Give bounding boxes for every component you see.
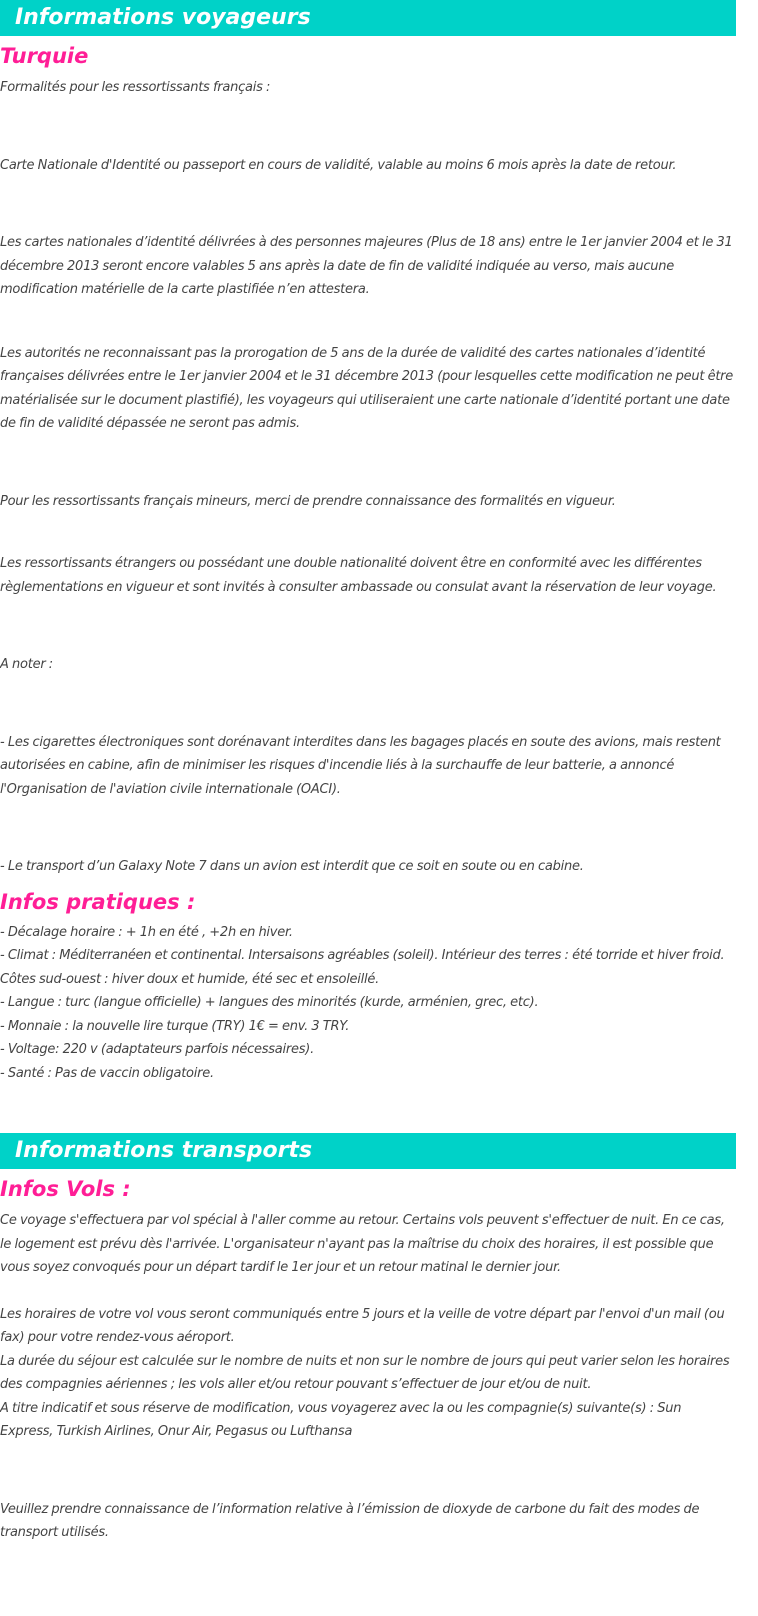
paragraph-co2: Veuillez prendre connaissance de l’information relative à l’émission de dioxyde de carbone du fait des modes de transport utilisés. <box>0 1501 700 1540</box>
paragraph-ecigarettes: - Les cigarettes électroniques sont dorénavant interdites dans les bagages placés en soute des avions, mais restent autorisées en cabine, afin de minimiser les risques d'incendie liés à la surchauffe de leur batterie, a annoncé l'Organisation de l'aviation civile internationale (OACI). <box>0 734 721 797</box>
practical-info-list <box>0 921 736 1086</box>
paragraph-minors: Pour les ressortissants français mineurs, merci de prendre connaissance des formalités en vigueur. <box>0 493 616 509</box>
paragraph-id-card: Carte Nationale d'Identité ou passeport en cours de validité, valable au moins 6 mois après la date de retour. <box>0 157 677 173</box>
paragraph-airlines: A titre indicatif et sous réserve de modification, vous voyagerez avec la ou les compagnie(s) suivante(s) : Sun Express, Turkish Airlines, Onur Air, Pegasus ou Lufthansa <box>0 1400 682 1439</box>
paragraph-authorities: Les autorités ne reconnaissant pas la prorogation de 5 ans de la durée de validité des cartes nationales d’identité françaises délivrées entre le 1er janvier 2004 et le 31 décembre 2013 (pour lesquelles cette modification ne peut être matérialisée sur le document plastifié), les voyageurs qui utiliseraient une carte nationale d’identité portant une date de fin de validité dépassée ne seront pas admis. <box>0 345 734 431</box>
practical-line: - Climat : Méditerranéen et continental. Intersaisons agréables (soleil). Intérieur des terres : été torride et hiver froid. <box>0 948 725 963</box>
paragraph-foreigners: Les ressortissants étrangers ou possédant une double nationalité doivent être en conformité avec les différentes règlementations en vigueur et sont invités à consulter ambassade ou consulat avant la réservation de leur voyage. <box>0 556 717 595</box>
paragraph-flight-schedule: Les horaires de votre vol vous seront communiqués entre 5 jours et la veille de votre départ par l'envoi d'un mail (ou fax) pour votre rendez-vous aéroport. <box>0 1306 725 1345</box>
section-band-transport: Informations transports <box>0 1133 736 1169</box>
paragraph-stay-duration: La durée du séjour est calculée sur le nombre de nuits et non sur le nombre de jours qui peut varier selon les horaires des compagnies aériennes ; les vols aller et/ou retour pouvant s’effectuer de jour et/ou de nuit. <box>0 1353 730 1392</box>
section-band-travelers: Informations voyageurs <box>0 0 736 36</box>
practical-line: - Voltage: 220 v (adaptateurs parfois nécessaires). <box>0 1042 314 1057</box>
practical-line: Côtes sud-ouest : hiver doux et humide, été sec et ensoleillé. <box>0 971 380 987</box>
paragraph-id-validity: Les cartes nationales d’identité délivrées à des personnes majeures (Plus de 18 ans) entre le 1er janvier 2004 et le 31 décembre 2013 seront encore valables 5 ans après la date de fin de validité indiquée au verso, mais aucune modification matérielle de la carte plastifiée n’en attestera. <box>0 235 733 297</box>
practical-line: - Monnaie : la nouvelle lire turque (TRY) 1€ = env. 3 TRY. <box>0 1018 350 1034</box>
paragraph-galaxy-note: - Le transport d’un Galaxy Note 7 dans un avion est interdit que ce soit en soute ou en cabine. <box>0 859 584 874</box>
paragraph-special-flight: Ce voyage s'effectuera par vol spécial à l'aller comme au retour. Certains vols peuvent s'effectuer de nuit. En ce cas, le logement est prévu dès l'arrivée. L'organisateur n'ayant pas la maîtrise du choix des horaires, il est possible que vous soyez convoqués pour un départ tardif le 1er jour et un retour matinal le dernier jour. <box>0 1213 725 1275</box>
heading-flights: Infos Vols : <box>0 1177 131 1201</box>
heading-country: Turquie <box>0 44 89 68</box>
practical-line: - Décalage horaire : + 1h en été , +2h en hiver. <box>0 924 293 940</box>
practical-line: - Langue : turc (langue officielle) + langues des minorités (kurde, arménien, grec, etc). <box>0 995 539 1010</box>
practical-line: - Santé : Pas de vaccin obligatoire. <box>0 1065 214 1081</box>
heading-practical-info: Infos pratiques : <box>0 889 196 914</box>
paragraph-formalities-intro: Formalités pour les ressortissants français : <box>0 80 271 95</box>
paragraph-note-label: A noter : <box>0 657 53 672</box>
